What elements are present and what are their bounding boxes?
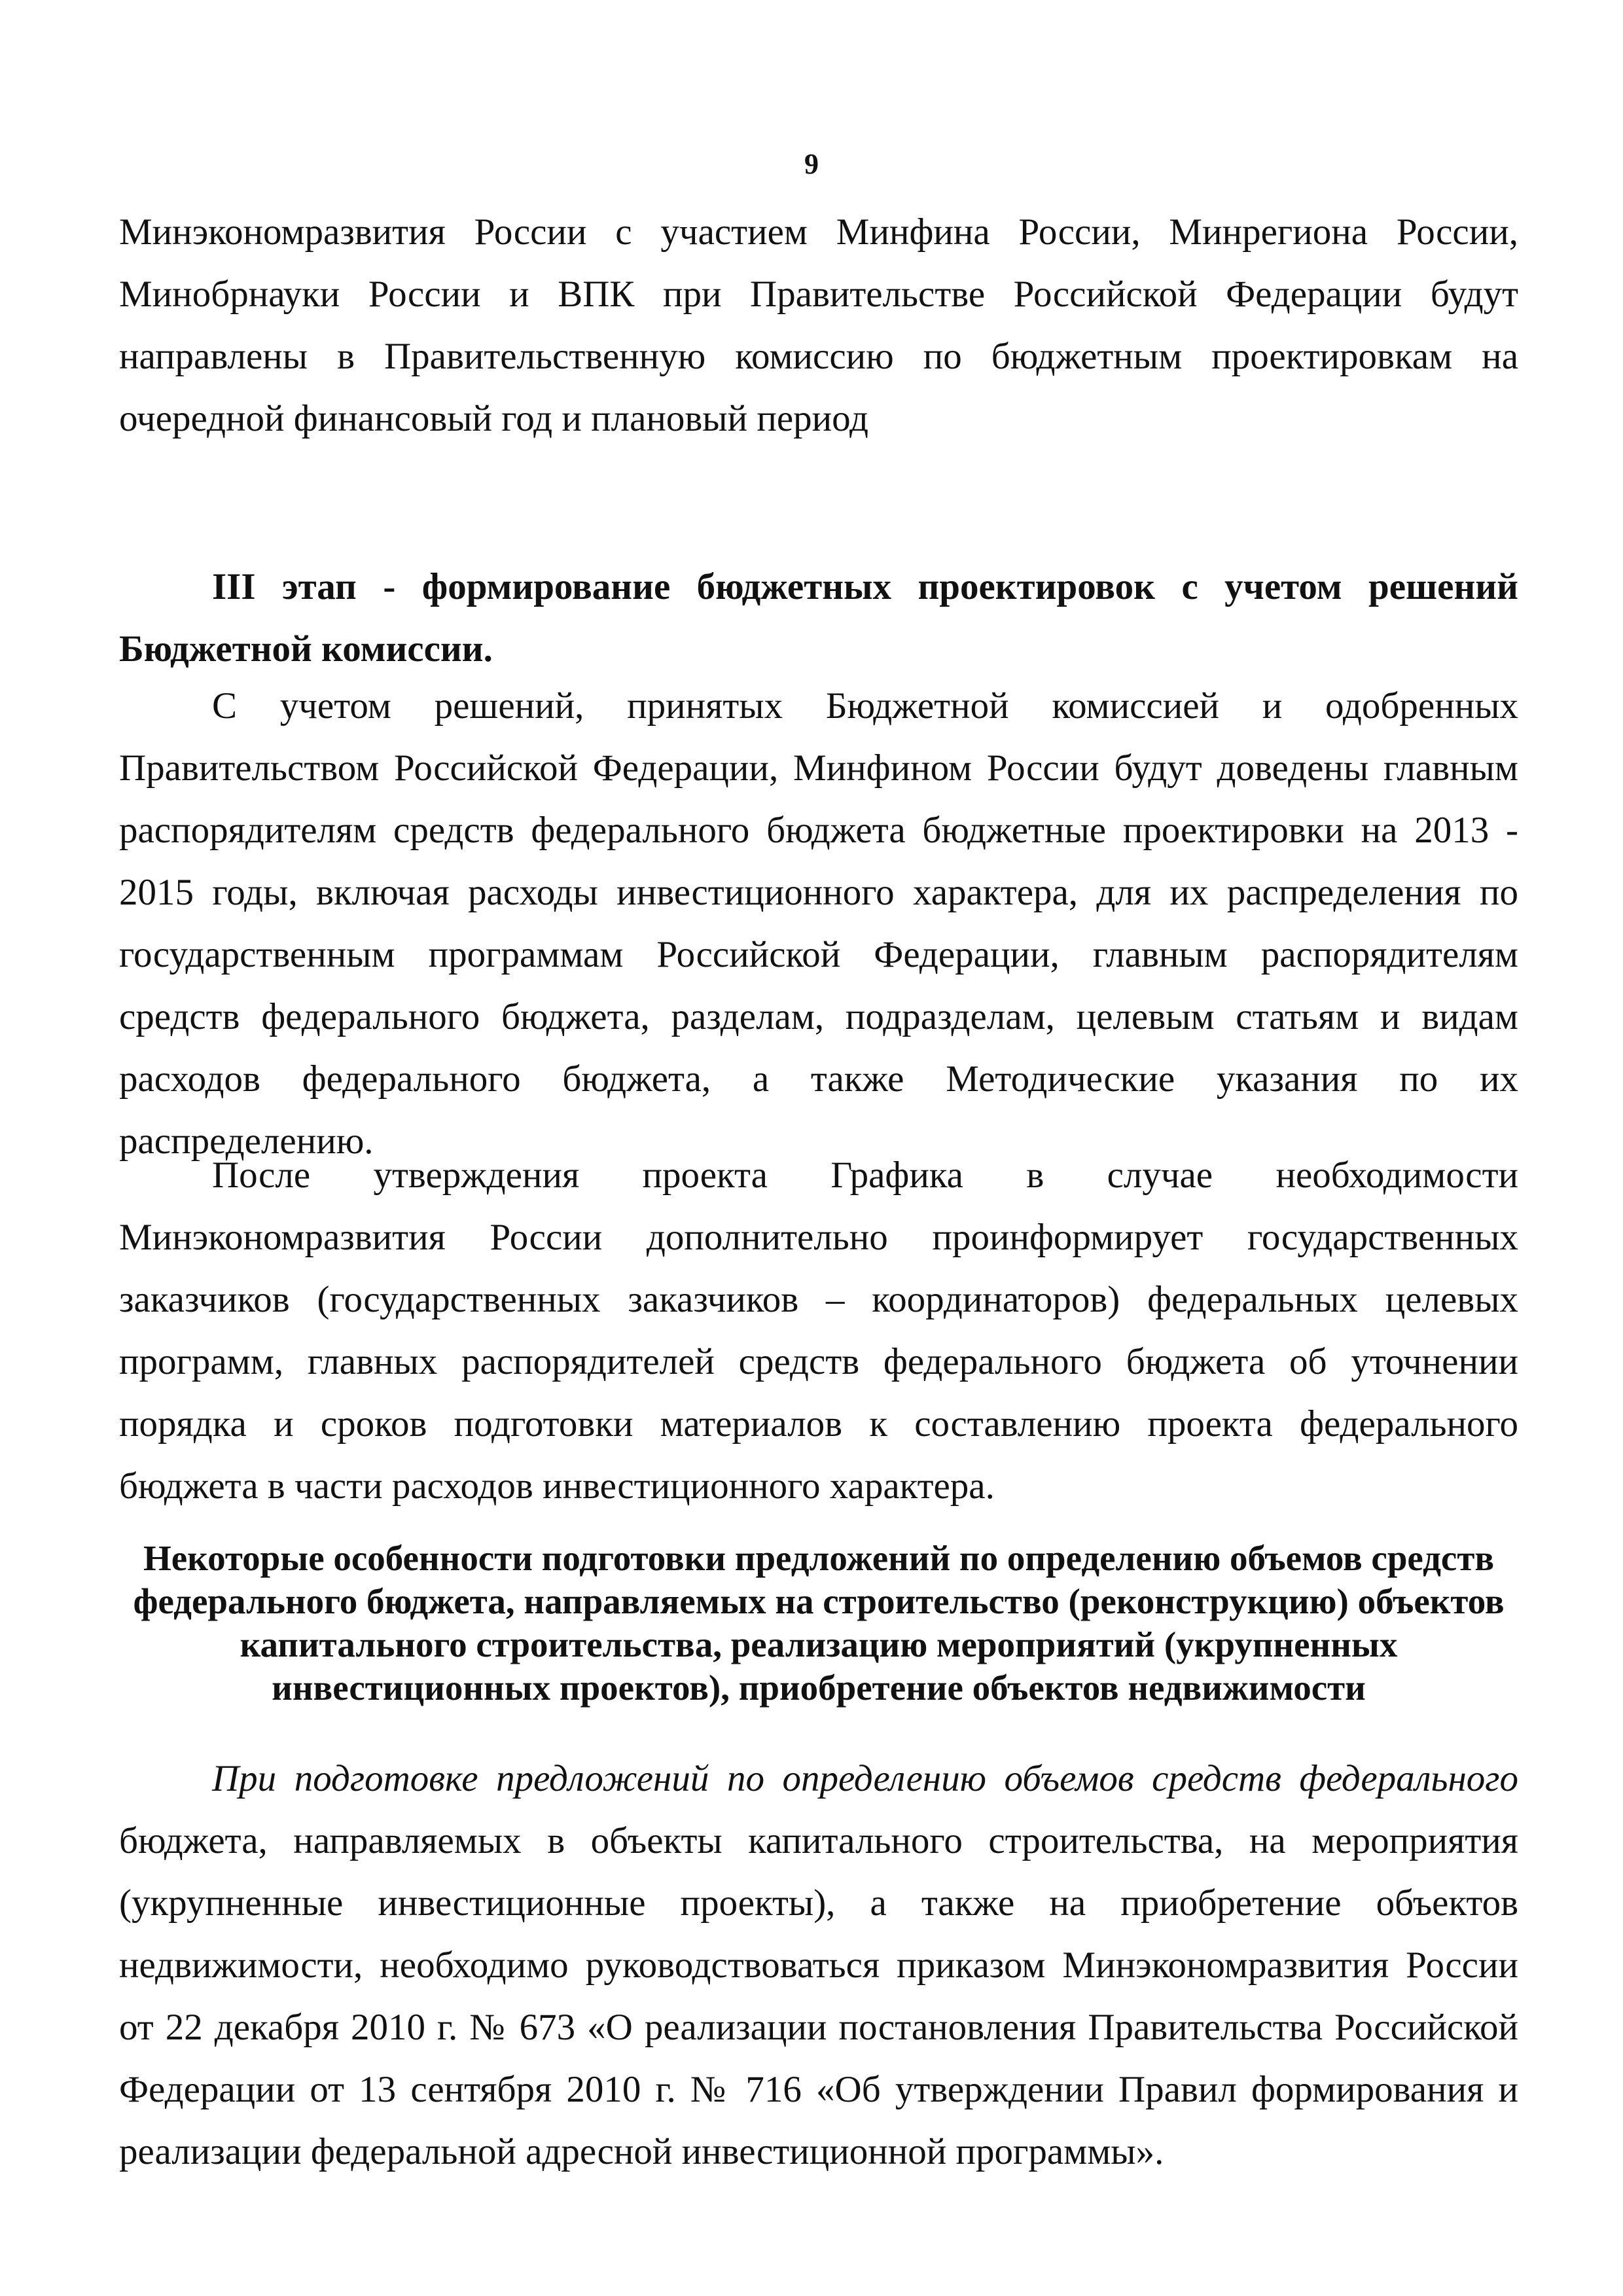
paragraph-schedule-approval: После утверждения проекта Графика в случае необходимости Минэкономразвития России дополнительно проинформирует государственных заказчиков (государственных заказчиков – координаторов) федеральных целевых программ, главных распорядителей средств федерального бюджета об уточнении порядка и сроков подготовки материалов к составлению проекта федерального бюджета в части расходов инвестиционного характера.	[119, 1155, 1518, 1507]
paragraph-italic-lead: При подготовке предложений по определению объемов средств федерального	[212, 1758, 1518, 1799]
section-heading-line: федерального бюджета, направляемых на строительство (реконструкцию) объектов	[133, 1581, 1505, 1621]
section-heading-line: инвестиционных проектов), приобретение объектов недвижимости	[272, 1668, 1366, 1708]
paragraph-budget-decisions: С учетом решений, принятых Бюджетной комиссией и одобренных Правительством Российской Федерации, Минфином России будут доведены главным распорядителям средств федерального бюджета бюджетные проектировки на 2013 - 2015 годы, включая расходы инвестиционного характера, для их распределения по государственным программам Российской Федерации, главным распорядителям средств федерального бюджета, разделам, подразделам, целевым статьям и видам расходов федерального бюджета, а также Методические указания по их распределению.	[119, 685, 1518, 1162]
paragraph-capital-construction	[119, 1748, 1518, 2183]
paragraph-body: бюджета, направляемых в объекты капитального строительства, на мероприятия (укрупненные инвестиционные проекты), а также на приобретение объектов недвижимости, необходимо руководствоваться приказом Минэкономразвития России от 22 декабря 2010 г. № 673 «О реализации постановления Правительства Российской Федерации от 13 сентября 2010 г. № 716 «Об утверждении Правил формирования и реализации федеральной адресной инвестиционной программы».	[119, 1820, 1518, 2172]
page-number: 9	[804, 148, 819, 180]
section-heading-line: Некоторые особенности подготовки предложений по определению объемов средств	[143, 1538, 1495, 1578]
section-heading	[119, 1537, 1518, 1710]
paragraph-intro: Минэкономразвития России с участием Минфина России, Минрегиона России, Минобрнауки России и ВПК при Правительстве Российской Федерации будут направлены в Правительственную комиссию по бюджетным проектировкам на очередной финансовый год и плановый период	[119, 211, 1518, 439]
stage-heading: III этап - формирование бюджетных проектировок с учетом решений Бюджетной комиссии.	[119, 566, 1518, 670]
section-heading-line: капитального строительства, реализацию мероприятий (укрупненных	[240, 1624, 1398, 1664]
